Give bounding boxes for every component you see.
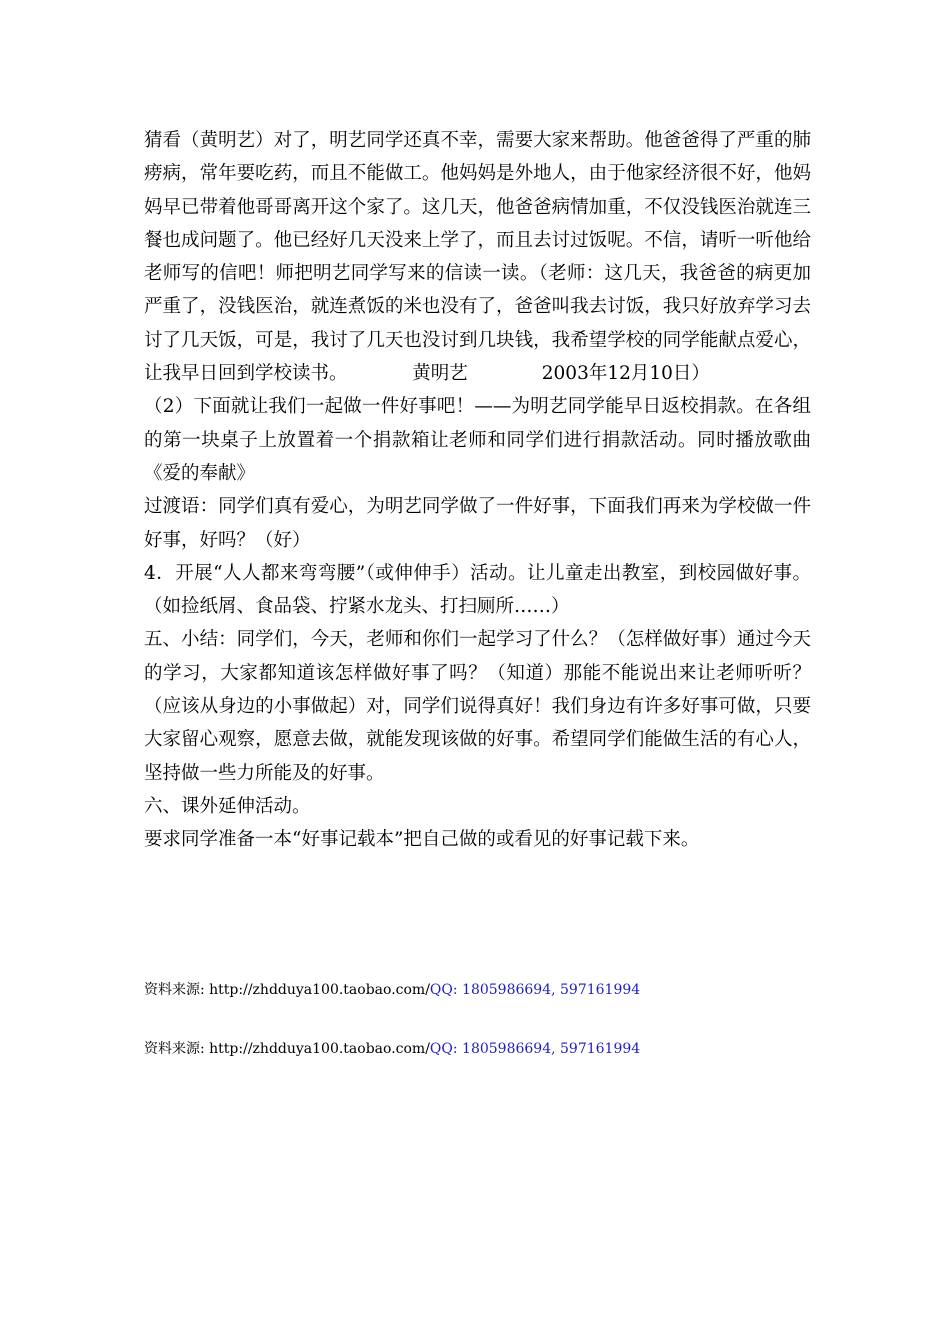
document-body: [144, 124, 811, 857]
heading-extension: 六、课外延伸活动。: [144, 795, 311, 817]
source-footer: [144, 1039, 640, 1059]
paragraph-activity: 4．开展“人人都来弯弯腰”（或伸伸手）活动。让儿童走出教室，到校园做好事。（如捡纸屑、食品袋、拧紧水龙头、打扫厕所……）: [144, 562, 811, 618]
source-prefix: 资料来源: http://zhdduya100.taobao.com/: [144, 1041, 430, 1057]
qq-contact-link[interactable]: QQ: 1805986694, 597161994: [429, 1041, 641, 1057]
paragraph-transition: 过渡语：同学们真有爱心，为明艺同学做了一件好事，下面我们再来为学校做一件好事，好吗？（好）: [144, 496, 811, 551]
paragraph-requirement: 要求同学准备一本“好事记载本”把自己做的或看见的好事记载下来。: [144, 829, 700, 851]
paragraph-letter: 猜看（黄明艺）对了，明艺同学还真不幸，需要大家来帮助。他爸爸得了严重的肺痨病，常年要吃药，而且不能做工。他妈妈是外地人，由于他家经济很不好，他妈妈早已带着他哥哥离开这个家了。这几天，他爸爸病情加重，不仅没钱医治就连三餐也成问题了。他已经好几天没来上学了，而且去讨过饭呢。不信，请听一听他给老师写的信吧！师把明艺同学写来的信读一读。（老师：这几天，我爸爸的病更加严重了，没钱医治，就连煮饭的米也没有了，爸爸叫我去讨饭，我只好放弃学习去讨了几天饭，可是，我讨了几天也没讨到几块钱，我希望学校的同学能献点爱心，让我早日回到学校读书。 黄明艺 2003年12月10日）: [144, 130, 811, 385]
paragraph-summary: 五、小结：同学们，今天，老师和你们一起学习了什么？（怎样做好事）通过今天的学习，大家都知道该怎样做好事了吗？（知道）那能不能说出来让老师听听？（应该从身边的小事做起）对，同学们说得真好！我们身边有许多好事可做，只要大家留心观察，愿意去做，就能发现该做的好事。希望同学们能做生活的有心人，坚持做一些力所能及的好事。: [144, 629, 811, 784]
source-prefix: 资料来源: http://zhdduya100.taobao.com/: [144, 982, 430, 998]
source-footer: [144, 980, 640, 1000]
qq-contact-link[interactable]: QQ: 1805986694, 597161994: [429, 982, 641, 998]
paragraph-donation: （2）下面就让我们一起做一件好事吧！——为明艺同学能早日返校捐款。在各组的第一块桌子上放置着一个捐款箱让老师和同学们进行捐款活动。同时播放歌曲《爱的奉献》: [144, 396, 811, 484]
